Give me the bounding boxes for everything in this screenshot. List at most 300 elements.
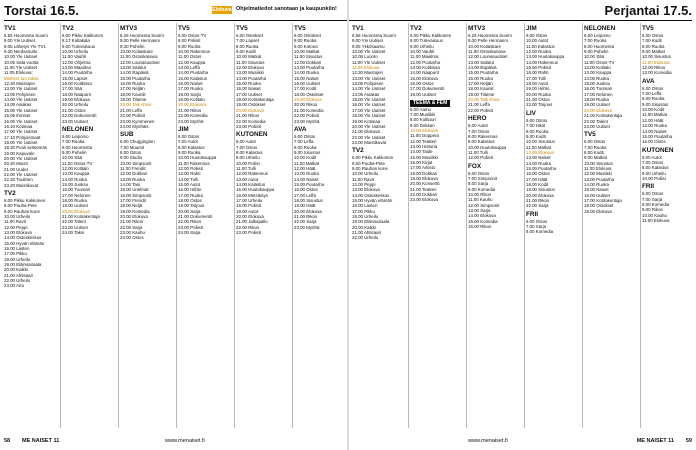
program-line: 14.00 Iltapäivä — [120, 70, 149, 76]
program-line: 18.00 Sisustus — [294, 197, 323, 203]
program-line: 12.00 Häät — [642, 117, 664, 123]
program-line: 18.00 Poliisit — [236, 203, 261, 209]
program-line: 12.00 Rakennus — [236, 171, 268, 177]
program-line: 15.00 Puutarha — [120, 75, 151, 81]
right-day-title: Perjantai 17.5. — [604, 3, 692, 18]
program-line: 11.00 Ravit — [352, 176, 374, 182]
program-line: 11.00 Ravit — [4, 219, 26, 225]
program-line: 23.00 Uutiset — [62, 118, 88, 124]
program-line: 13.05 Pohjoisen — [352, 81, 384, 87]
program-line: 12.00 Kotitalo — [584, 65, 611, 71]
program-line: 12.00 Ohjelma — [62, 59, 91, 65]
program-line: 23.00 Myöhä — [294, 118, 320, 124]
program-line: 20.00 Elokuva — [62, 208, 90, 214]
program-line: 13.00 Kotikissa — [410, 65, 440, 71]
program-line: 10.00 Elokuva — [410, 128, 438, 133]
program-line: 15.00 Juoksu — [62, 181, 89, 187]
column-separator — [640, 23, 641, 428]
program-line: 6.00 Ostokset — [236, 33, 264, 38]
program-line: 12.00 Kauppa — [178, 59, 206, 65]
program-line: 8.00 Kalastus — [642, 165, 669, 171]
program-line: 13.00 Historia — [410, 144, 438, 150]
program-line: 13.00 Musiikki — [236, 70, 264, 76]
program-line: 14.00 Naiset — [294, 176, 319, 182]
program-line: 14.00 Ruoka — [62, 176, 87, 182]
program-line: 11.00 Ostos-TV — [62, 160, 93, 166]
channel-heading: MTV3 — [468, 25, 486, 32]
program-line: 12.00 Musiikki — [584, 171, 612, 177]
program-line: 7.00 Ostos — [468, 128, 490, 134]
program-line: 14.00 Naiset — [642, 128, 667, 134]
program-line: 16.00 Kotikissa — [62, 81, 92, 87]
page-spine — [347, 0, 349, 450]
program-line: 14.00 Yle Uutiset — [4, 97, 38, 103]
left-url: www.menaiset.fi — [165, 438, 205, 444]
program-line: 16.00 Hiihto — [178, 187, 202, 193]
program-line: 21.00 Ostos — [62, 107, 86, 113]
program-line: 20.00 Elokuva — [526, 192, 554, 198]
program-line: 20.00 Rikos — [294, 102, 318, 108]
channel-heading: TV2 — [62, 25, 74, 32]
program-line: 6.00 Chuggington — [120, 139, 155, 145]
program-line: 20.00 Elokuva — [178, 102, 206, 108]
program-line: 6.00 Leipomo — [62, 133, 89, 139]
program-line: 13.00 Sarja — [468, 207, 491, 213]
program-line: 8.00 Kulttuuri — [410, 117, 436, 123]
listing-column — [584, 23, 638, 433]
program-line: 10.00 Poliisi — [236, 160, 260, 166]
program-line: 11.00 Elokuva — [584, 165, 612, 171]
program-line: 11.00 Ostoskanava — [120, 54, 158, 60]
program-line: 13.00 Rahti — [178, 171, 201, 177]
program-line: 19.00 Elokuva — [584, 208, 612, 214]
program-line: 13.00 Huutokauppa — [526, 54, 565, 60]
program-line: 7.00 Ostos — [236, 144, 258, 150]
program-line: 12.30 Muistojen — [352, 70, 383, 76]
program-line: 17.00 Leffa — [294, 192, 316, 198]
program-line: 6.25 Huomenta Suomi — [468, 33, 512, 38]
program-line: 23.00 Poliisit — [236, 230, 261, 236]
program-line: 20.00 Talk show — [468, 97, 500, 103]
program-line: 9.00 Pelle Hermanni — [468, 38, 508, 44]
program-line: 18.00 Kauniit — [468, 86, 494, 92]
program-line: 15.00 Yle Uutiset — [352, 97, 386, 103]
program-line: 10.00 Huutokauppa — [468, 144, 507, 150]
column-separator — [176, 23, 177, 428]
program-line: 8.00 Komedia — [526, 229, 554, 235]
program-line: 19.00 Autot — [236, 208, 259, 214]
program-line: 18.00 Kotirakentaja — [236, 97, 274, 103]
program-line: 21.00 Ahtisaari — [4, 272, 34, 278]
program-line: 16.00 Ruoka — [468, 75, 493, 81]
program-line: 22.00 Rikos — [236, 224, 260, 230]
program-line: 10.00 Sisustus — [642, 54, 671, 60]
program-line: 9.00 Puhelin — [584, 49, 609, 55]
program-line: 20.00 Elokuva — [236, 107, 264, 113]
program-line: 15.00 Naiset — [294, 75, 319, 81]
program-line: 20.00 Kaikki — [4, 267, 28, 273]
program-line: 24.00 Myöhäis — [120, 123, 149, 129]
program-line: 21.00 Teatteri — [410, 186, 437, 192]
program-line: 11.00 Tulli — [468, 149, 488, 155]
program-line: 12.00 Poliisit — [468, 155, 493, 161]
program-line: 17.00 Dokumentti — [410, 86, 445, 92]
listing-column — [178, 23, 232, 433]
program-line: 22.00 Yle Uutiset — [352, 134, 386, 140]
program-line: 16.00 Lasten — [4, 246, 30, 252]
program-line: 7.00 Sarja — [642, 196, 663, 202]
program-line: 6.00 Ostos — [642, 191, 664, 197]
program-line: 13.00 Elokuva — [352, 187, 380, 193]
elokuva-logo: Elokuva — [212, 7, 232, 13]
program-line: 15.00 Ruoka — [236, 81, 261, 87]
program-line: 12.00 Dokkari — [294, 59, 322, 65]
program-line: 10.00 Sää — [62, 155, 83, 161]
program-line: 21.00 Komedia — [294, 107, 324, 113]
program-line: 10.00 Urheilu — [352, 171, 379, 177]
program-line: 6.00 Pikku Kakkonen — [62, 33, 104, 38]
program-line: 17.10 Pohjoismaat — [4, 134, 41, 140]
program-line: 18.00 Neljä — [120, 203, 143, 209]
program-line: 20.00 Elokuva — [584, 107, 612, 113]
program-line: 12.00 Elokuva — [236, 65, 264, 71]
program-line: 15.00 Puutarha — [294, 181, 325, 187]
program-line: 11.00 Tulli — [236, 165, 256, 171]
program-line: 8.00 Sarja — [468, 181, 489, 187]
program-line: 22.00 Sarja — [120, 224, 143, 230]
program-line: 19.00 Eläinsairaala — [4, 262, 42, 268]
program-line: 22.00 Talent — [584, 118, 608, 124]
program-line: 12.30 Muistojen — [4, 81, 35, 87]
program-line: 14.00 Naapurit — [410, 70, 439, 76]
program-line: 15.00 Huutokauppa — [236, 187, 275, 193]
program-line: 17.00 Kotirakentaja — [584, 197, 622, 203]
program-line: 13.00 Salatut — [468, 59, 494, 65]
program-line: 6.00 Ostos-TV — [178, 33, 207, 38]
program-line: 8.00 Tulevaisuus — [410, 38, 443, 44]
program-line: 9.00 Rauhan kone — [352, 165, 388, 171]
program-line: 6.00 Ostos — [468, 170, 490, 176]
program-line: 20.30 Muisti — [4, 161, 28, 167]
program-line: 16.00 Tuomari — [62, 187, 91, 193]
program-line: 10.00 Matkat — [294, 49, 320, 55]
column-separator — [234, 23, 235, 428]
program-line: 12.00 Kotitalo — [62, 165, 89, 171]
program-line: 11.00 Frendit — [120, 165, 146, 171]
program-line: 21.00 Kotirakentaja — [62, 214, 100, 219]
program-line: 7.00 Häät — [526, 123, 546, 129]
program-line: 15.00 Unelmat — [120, 187, 149, 193]
program-line: 11.00 Yle Uutiset — [4, 65, 38, 71]
program-line: 10.00 Autot — [526, 38, 549, 44]
program-line: 8.00 Ostos — [120, 149, 142, 155]
program-line: 18.00 Ostos — [178, 197, 202, 203]
program-line: 9.05 Ykkösaamu — [352, 43, 385, 49]
program-line: 15.00 Komedia — [468, 218, 498, 224]
listing-column — [62, 23, 116, 433]
program-line: 19.00 Komedia — [120, 208, 150, 214]
program-line: 8.00 Ruoka — [294, 38, 317, 44]
program-line: 14.00 Talo — [120, 181, 141, 187]
program-line: 9.00 Ruoka — [178, 149, 201, 155]
program-line: 10.05 Sata vuotta — [4, 59, 39, 65]
channel-heading: TV5 — [642, 25, 654, 32]
program-line: 10.00 Sää — [584, 54, 605, 60]
program-line: 13.05 Pohjoisen — [4, 91, 36, 97]
program-line: 21.00 Rikos — [236, 113, 260, 119]
program-line: 20.00 Yle Uutiset — [352, 123, 386, 129]
program-line: 7.00 Autot — [178, 139, 198, 145]
program-line: 14.00 Rakennus — [526, 59, 558, 65]
program-line: 7.00 Muumit — [120, 144, 145, 150]
program-line: 15.00 Hyvän elämän — [352, 197, 393, 203]
program-line: 15.00 Juoksu — [584, 81, 611, 87]
program-line: 13.00 Elokuva — [4, 230, 32, 236]
program-line: 23.00 Muistikuvat — [352, 139, 387, 145]
program-line: 21.00 Leffa — [120, 107, 142, 113]
program-line: 18.00 Uutiset — [410, 91, 436, 97]
program-line: 16.00 Ruoka — [120, 81, 145, 87]
program-line: 12.00 Peppi — [352, 181, 376, 187]
program-line: 8.00 Kodit — [584, 149, 604, 155]
program-line: 10.00 Yle Uutiset — [352, 49, 386, 55]
program-line: 9.00 Matkat — [642, 49, 665, 55]
channel-heading: NELONEN — [62, 125, 94, 133]
listing-column — [352, 23, 406, 433]
program-line: 18.30 Puoli seitsemän — [4, 145, 48, 151]
program-line: 6.00 Ostos — [584, 139, 606, 145]
program-line: 13.00 Ruoka — [120, 176, 145, 182]
listing-column — [410, 23, 464, 433]
channel-heading: LIV — [526, 109, 536, 117]
program-line: 16.00 Kirjat — [410, 160, 433, 166]
program-line: 23.00 Uutiset — [584, 123, 610, 129]
page-footer — [0, 436, 696, 450]
channel-heading: MTV3 — [120, 25, 138, 32]
program-line: 22.00 Sarja — [294, 219, 317, 225]
program-line: 9.00 Puhelin — [62, 149, 87, 155]
program-line: 15.00 Musiikki — [410, 154, 438, 160]
program-line: 11.05 Elokuva — [352, 65, 380, 71]
program-line: 17.00 Ruoka — [178, 192, 203, 198]
program-line: 17.00 Yle Uutiset — [352, 107, 386, 113]
program-line: 6.00 Autot — [236, 139, 256, 145]
program-line: 18.00 Kauniit — [120, 91, 146, 97]
program-line: 9.00 Dokkari — [410, 122, 435, 128]
program-line: 11.00 Ostos — [178, 54, 202, 60]
program-line: 16.10 Kotimaa — [4, 123, 33, 129]
program-line: 18.00 Naapurit — [62, 91, 91, 97]
program-line: 21.00 Rikos — [178, 107, 202, 113]
program-line: 18.00 Ostokset — [584, 203, 614, 209]
program-line: 11.00 Ostoskanava — [468, 49, 506, 55]
program-line: 10.00 Urheilu — [62, 49, 89, 55]
column-separator — [524, 23, 525, 428]
channel-heading: AVA — [642, 77, 655, 85]
program-line: 17.00 Frendit — [120, 197, 146, 203]
program-line: 6.00 Ostos — [642, 33, 664, 38]
program-line: 11.00 Kauhu — [468, 197, 493, 203]
program-line: 14.00 Puutarha — [62, 70, 93, 76]
program-line: 21.00 Rikos — [526, 197, 550, 203]
program-line: 9.00 Rikos — [642, 207, 663, 213]
program-line: 14.00 Tulli — [178, 176, 199, 182]
program-line: 6.00 Ostos — [526, 218, 548, 224]
program-line: 9.00 Kalastus — [468, 139, 495, 145]
column-separator — [408, 23, 409, 428]
program-line: 20.00 Ruoka — [526, 91, 551, 97]
program-line: 17.00 Nelonen — [62, 192, 91, 198]
channel-heading: NELONEN — [584, 25, 616, 32]
program-line: 21.00 Uudet — [4, 166, 28, 172]
program-line: 22.00 Yle Uutiset — [4, 171, 38, 177]
listing-column — [468, 23, 522, 433]
program-line: 22.00 Poliisit — [468, 107, 493, 113]
program-line: 23.00 Myöhä — [178, 118, 204, 124]
program-line: 19.00 Uutiset — [584, 102, 610, 108]
program-line: 8.17 Kultakala — [62, 38, 90, 44]
program-line: 9.00 Kotona — [294, 43, 318, 49]
program-line: 14.00 Iltapäivä — [468, 65, 497, 71]
program-line: 9.00 Rauhan kone — [4, 208, 40, 214]
program-line: 6.00 Pikku Kakkonen — [4, 197, 46, 203]
program-line: 13.00 Leffa — [178, 65, 200, 71]
program-line: 14.00 Ostoskeskus — [352, 192, 390, 198]
program-line: 9.00 Ostos — [526, 33, 548, 38]
program-line: 16.00 Simpsonit — [120, 192, 152, 198]
program-line: 9.00 Urheilu — [236, 155, 260, 161]
program-line: 17.00 Urheilu — [236, 197, 263, 203]
channel-heading: AVA — [294, 125, 307, 133]
left-page-number: 58 — [4, 438, 11, 444]
program-line: 20.00 Elokuva — [236, 214, 264, 219]
listing-column — [642, 23, 694, 433]
program-line: 15.00 Autot — [178, 181, 201, 187]
program-line: 17.00 Pikku — [4, 251, 27, 257]
program-line: 18.00 Ostokset — [294, 91, 324, 97]
program-line: 9.00 Urheilu — [410, 43, 434, 49]
channel-heading: TV1 — [4, 25, 16, 32]
program-line: 9.05 Lähetys Yle TV1 — [4, 43, 46, 49]
program-line: 9.00 Pelle Hermanni — [120, 38, 160, 44]
program-line: 20.00 Urheilu — [62, 102, 89, 108]
program-line: 10.00 Simpsonit — [120, 160, 152, 166]
program-line: 14.00 Ruoka — [294, 70, 319, 76]
program-line: 8.00 Huomenta — [62, 144, 93, 150]
program-line: 10.00 Kotiaskare — [120, 49, 153, 55]
program-line: 6.00 Ostos — [178, 133, 200, 139]
program-line: 9.00 Tulevaisuus — [62, 43, 95, 49]
program-line: 6.00 Autot — [468, 123, 488, 129]
program-line: 8.00 Ruoka — [642, 43, 665, 49]
program-line: 16.00 Rahti — [526, 70, 549, 76]
program-line: 21.00 Ostos — [526, 97, 550, 103]
program-line: 16.00 Lasten — [352, 203, 378, 209]
program-line: 22.00 Poliisit — [294, 113, 319, 119]
right-publication: ME NAISET 11 — [636, 438, 674, 444]
program-line: 12.00 Teatteri — [410, 138, 437, 144]
program-line: 11.00 Ostos-TV — [584, 59, 615, 65]
program-line: 6.00 Ostos — [642, 85, 664, 91]
program-line: 23.00 Uutiset — [62, 224, 88, 230]
channel-heading: TV5 — [236, 25, 248, 32]
program-line: 9.00 Urheilu — [642, 170, 666, 176]
program-line: 22.00 Rikos — [178, 219, 202, 225]
program-line: 18.00 Kodit — [526, 181, 549, 187]
program-line: 6.00 Pikku Kakkonen — [352, 155, 394, 161]
program-line: 23.00 Kymmenen — [120, 118, 155, 124]
program-line: 20.00 Yle Uutiset — [4, 155, 38, 161]
program-line: 19.00 Sisustus — [526, 187, 555, 193]
program-line: 11.05 Elokuva: — [4, 70, 33, 76]
program-line: 22.00 Dokumentti — [62, 113, 97, 119]
program-line: 9.30 Nerdsesuttu — [4, 49, 38, 55]
column-separator — [118, 23, 119, 428]
program-line: 21.00 Kotirakentaja — [584, 113, 622, 119]
program-line: 17.00 Nelonen — [584, 91, 613, 97]
program-line: 19.00 Elokuva — [62, 97, 90, 103]
listing-column — [236, 23, 290, 433]
program-line: 22.20 Tuulinen — [4, 177, 33, 183]
program-line: 23.00 Arto — [4, 283, 25, 289]
program-line: Mieheni tuo rakas — [4, 75, 39, 81]
program-line: 13.00 Puutarha — [294, 65, 325, 71]
program-line: 11.00 Maailma — [410, 54, 439, 60]
program-line: 9.00 Yle Uutiset — [4, 38, 35, 44]
program-line: 8.00 Ruoka — [642, 96, 665, 102]
channel-heading: TV2 — [352, 147, 364, 155]
program-line: 20.00 Sarja — [178, 208, 201, 214]
program-line: 6.00 Ostos — [526, 117, 548, 123]
program-line: 22.00 Dokkari — [410, 192, 438, 198]
program-line: 16.00 Yle Uutiset — [4, 118, 38, 124]
program-line: 13.00 Ruoka — [642, 123, 667, 129]
program-line: 10.00 Kotiaskare — [468, 43, 501, 49]
program-line: 12.00 Elokuva — [526, 149, 554, 155]
program-line: 16.00 Rikos — [468, 224, 492, 229]
program-line: 11.00 Matkat — [294, 160, 320, 166]
program-line: 7.00 Musiikki — [410, 111, 436, 117]
program-line: 18.00 Ruoka — [62, 197, 87, 203]
program-line: 12.00 Rikos — [642, 65, 666, 71]
program-line: 10.00 Rakennus — [178, 49, 210, 55]
program-line: 14.05 Asiakas — [352, 91, 380, 97]
program-line: 10.00 Kauhu — [642, 212, 667, 218]
program-line: 13.00 Autot — [236, 176, 259, 182]
program-line: 9.00 Kodit — [236, 49, 256, 55]
program-line: 14.00 Puutarha — [178, 70, 209, 76]
program-line: 23.00 Kauhu — [120, 230, 145, 236]
program-line: 11.00 Ooppera — [410, 133, 439, 139]
program-line: 15.00 Lapset — [62, 75, 88, 81]
program-line: 11.00 Elokuva — [642, 217, 670, 223]
program-line: 8.00 Puuha-Pete — [352, 160, 385, 166]
program-line: 16.00 Naiset — [236, 86, 261, 92]
program-line: 11.00 Matkat — [526, 144, 552, 150]
program-line: 7.00 Leffa — [294, 139, 314, 145]
program-line: 6.25 Huomenta Suomi — [120, 33, 164, 38]
program-line: 21.00 Leffa — [468, 102, 490, 108]
program-line: 6.00 Leipomo — [584, 33, 611, 38]
program-line: 22.00 Urheilu — [352, 235, 379, 241]
program-line: 20.00 Elokuva — [120, 214, 148, 219]
program-line: 11.00 Yle Uutiset — [352, 59, 386, 65]
listing-column — [526, 23, 580, 433]
program-line: 14.00 Yle Uutiset — [352, 86, 386, 92]
program-line: 7.00 Ostos — [642, 159, 664, 165]
program-line: 13.00 Ruoka — [294, 171, 319, 177]
program-line: 15.00 Hyvän elämän — [4, 240, 45, 246]
